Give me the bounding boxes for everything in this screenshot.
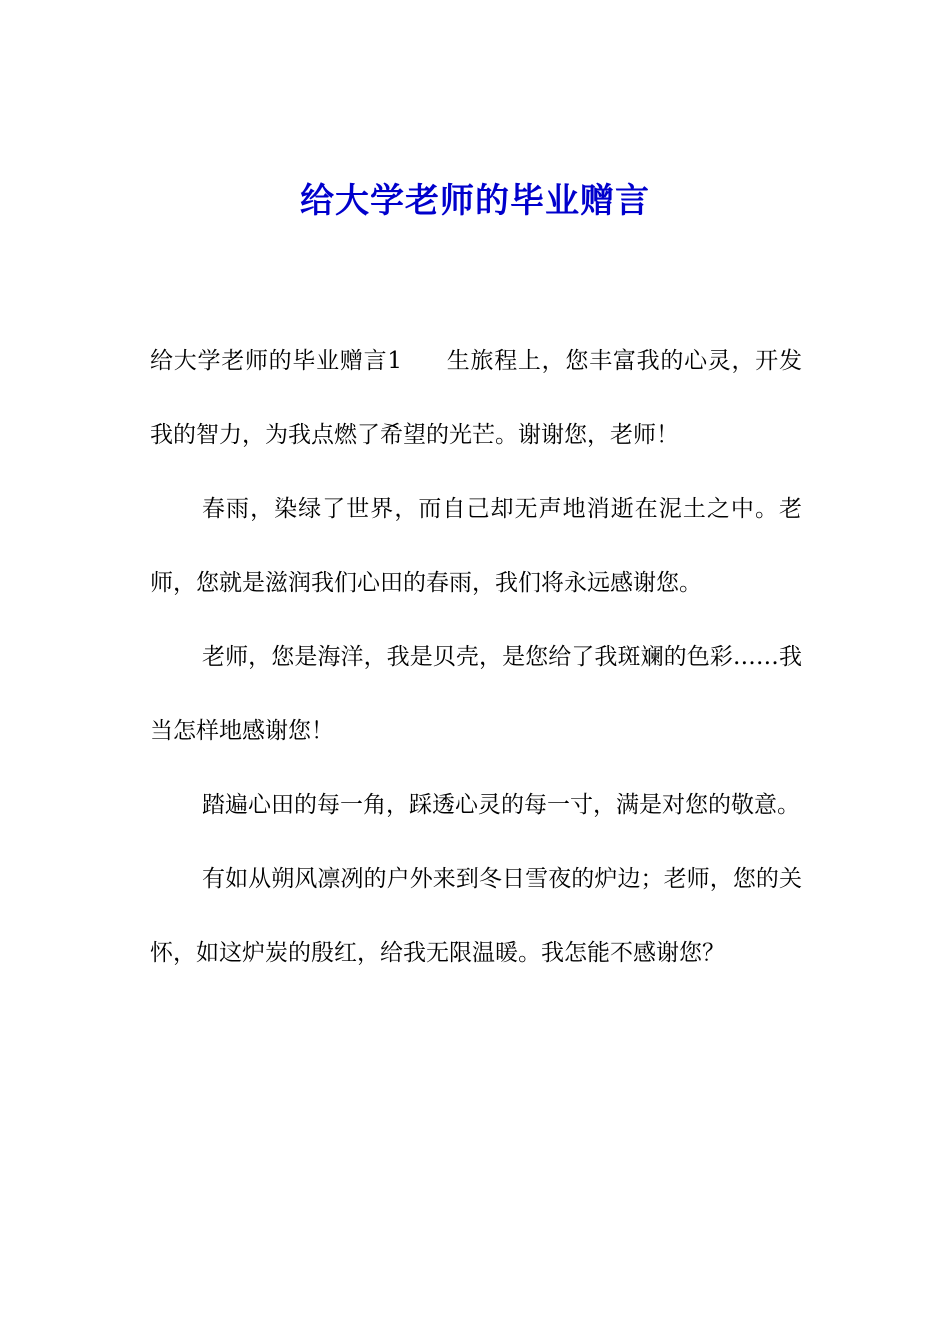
paragraph-1 — [150, 324, 802, 472]
paragraph-4: 踏遍心田的每一角，踩透心灵的每一寸，满是对您的敬意。 — [202, 792, 800, 818]
document-title: 给大学老师的毕业赠言 — [300, 181, 650, 221]
paragraph-text: 生旅程上，您丰富我的心灵，开发我的智力，为我点燃了希望的光芒。谢谢您，老师！ — [150, 348, 802, 448]
paragraph-3: 老师，您是海洋，我是贝壳，是您给了我斑斓的色彩……我当怎样地感谢您！ — [150, 644, 802, 744]
document-body — [150, 324, 802, 990]
paragraph-2: 春雨，染绿了世界，而自己却无声地消逝在泥土之中。老师，您就是滋润我们心田的春雨，我们将永远感谢您。 — [150, 496, 802, 596]
section-heading: 给大学老师的毕业赠言1 — [150, 348, 402, 374]
paragraph-5: 有如从朔风凛冽的户外来到冬日雪夜的炉边；老师，您的关怀，如这炉炭的殷红，给我无限温暖。我怎能不感谢您？ — [150, 866, 802, 966]
